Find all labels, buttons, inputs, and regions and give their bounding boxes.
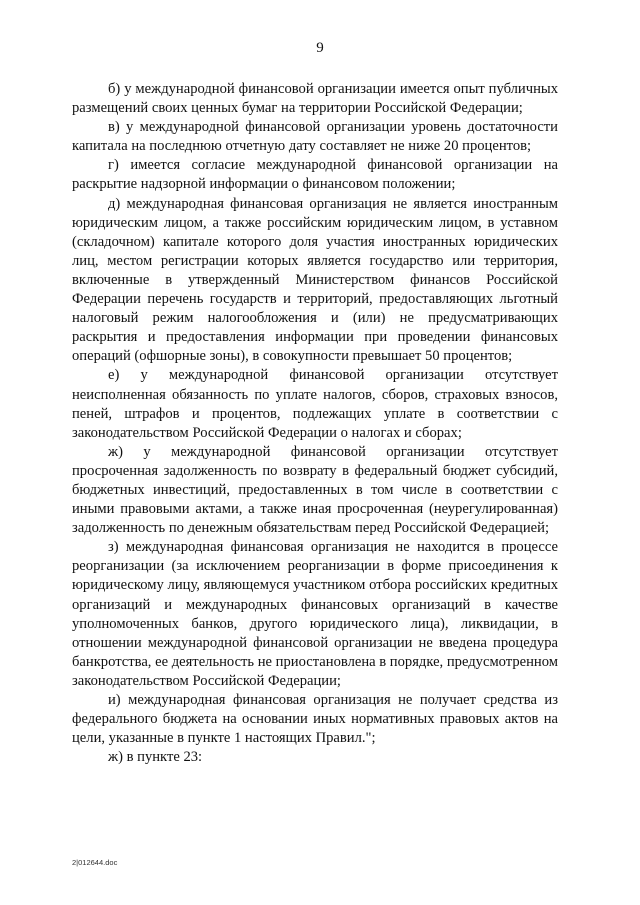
paragraph-z: з) международная финансовая организация не находится в процессе реорганизации (за исключением реорганизации в форме присоединения к юридическому лицу, являющемуся участником отбора российских кредитных организаций и международных финансовых организаций в качестве уполномоченных банков, другого юридического лица), ликвидации, в отношении международной финансовой организации не введена процедура банкротства, ее деятельность не приостановлена в порядке, предусмотренном законодательством Российской Федерации; (72, 539, 558, 689)
paragraph-zh: ж) у международной финансовой организации отсутствует просроченная задолженность по возврату в федеральный бюджет субсидий, бюджетных инвестиций, предоставленных в том числе в соответствии с иными правовыми актами, а также иная просроченная (неурегулированная) задолженность по денежным обязательствам перед Российской Федерацией; (72, 443, 558, 537)
paragraph-i: и) международная финансовая организация не получает средства из федерального бюджета на основании иных нормативных правовых актов на цели, указанные в пункте 1 настоящих Правил."; (72, 692, 558, 747)
paragraph-b: б) у международной финансовой организации имеется опыт публичных размещений своих ценных бумаг на территории Российской Федерации; (72, 81, 558, 117)
paragraph-v: в) у международной финансовой организации уровень достаточности капитала на последнюю отчетную дату составляет не ниже 20 процентов; (72, 119, 558, 155)
document-body (72, 80, 558, 767)
paragraph-item-23: ж) в пункте 23: (108, 749, 203, 766)
paragraph-g: г) имеется согласие международной финансовой организации на раскрытие надзорной информации о финансовом положении; (72, 157, 558, 193)
footer-document-code: 2|012644.doc (72, 858, 118, 867)
paragraph-d: д) международная финансовая организация не является иностранным юридическим лицом, а также российским юридическим лицом, в уставном (складочном) капитале которого доля участия иностранных юридических лиц, местом регистрации которых является государство или территория, включенные в утвержденный Министерством финансов Российской Федерации перечень государств и территорий, предоставляющих льготный налоговый режим налогообложения и (или) не предусматривающих раскрытия и предоставления информации при проведении финансовых операций (офшорные зоны), в совокупности превышает 50 процентов; (72, 195, 558, 365)
paragraph-e: е) у международной финансовой организации отсутствует неисполненная обязанность по уплате налогов, сборов, страховых взносов, пеней, штрафов и процентов, подлежащих уплате в соответствии с законодательством Российской Федерации о налогах и сборах; (72, 367, 558, 441)
page-number: 9 (316, 40, 324, 56)
